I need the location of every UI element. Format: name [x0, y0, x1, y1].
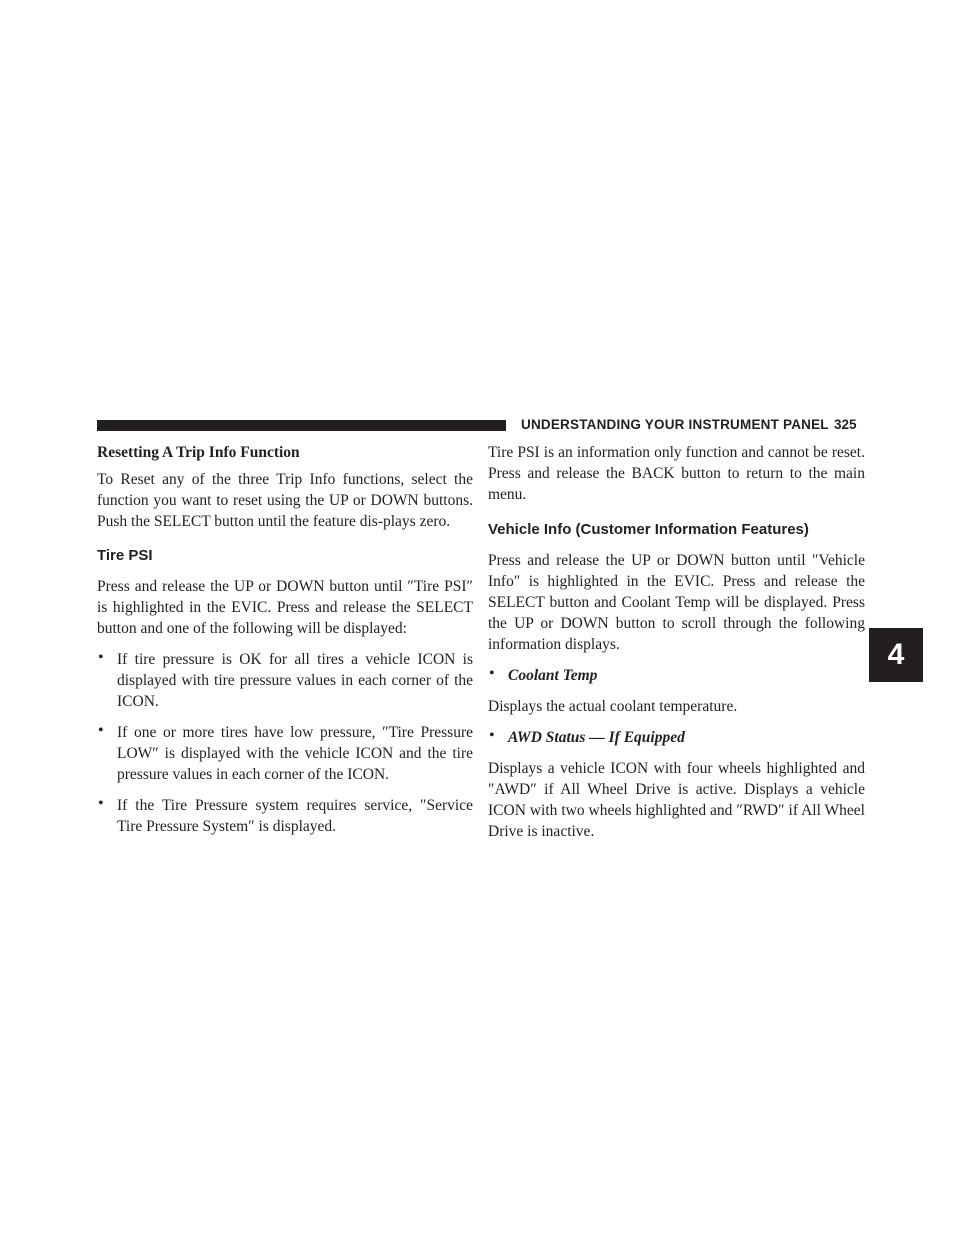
paragraph-vehicle-info: Press and release the UP or DOWN button until ″Vehicle Info″ is highlighted in the EVIC. Press and release the SELECT button and Coolant Temp will be displayed. Press the UP or DOWN button to scroll through the following information displays.	[488, 552, 865, 653]
bullet-icon: •	[98, 649, 104, 666]
right-column	[488, 442, 865, 842]
heading-vehicle-info: Vehicle Info (Customer Information Features)	[488, 521, 809, 538]
left-column	[97, 442, 473, 837]
bullet-icon: •	[489, 727, 495, 744]
bullet-icon: •	[98, 795, 104, 812]
bullet-text: If one or more tires have low pressure, ″Tire Pressure LOW″ is displayed with the vehicle ICON and the tire pressure values in each corner of the ICON.	[117, 724, 473, 783]
paragraph-tire-psi: Press and release the UP or DOWN button until ″Tire PSI″ is highlighted in the EVIC. Press and release the SELECT button and one of the following will be displayed:	[97, 578, 473, 637]
paragraph-awd: Displays a vehicle ICON with four wheels highlighted and ″AWD″ if All Wheel Drive is active. Displays a vehicle ICON with two wheels highlighted and ″RWD″ if All Wheel Drive is inactive.	[488, 760, 865, 840]
header-rule	[97, 420, 506, 431]
bullet-text: If the Tire Pressure system requires service, ″Service Tire Pressure System″ is displayed.	[117, 797, 473, 835]
running-header-title: UNDERSTANDING YOUR INSTRUMENT PANEL	[521, 417, 829, 432]
bullet-item-awd-status	[488, 727, 865, 748]
bullet-text: If tire pressure is OK for all tires a vehicle ICON is displayed with tire pressure values in each corner of the ICON.	[117, 651, 473, 710]
bullet-item-tire-ok	[97, 649, 473, 712]
bullet-item-tire-service	[97, 795, 473, 837]
heading-resetting-trip-info: Resetting A Trip Info Function	[97, 444, 300, 461]
paragraph-coolant: Displays the actual coolant temperature.	[488, 698, 738, 715]
chapter-tab: 4	[869, 628, 923, 682]
page-number: 325	[834, 417, 857, 432]
paragraph-info-only: Tire PSI is an information only function and cannot be reset. Press and release the BACK button to return to the main menu.	[488, 444, 865, 503]
bullet-text: AWD Status — If Equipped	[508, 729, 685, 746]
bullet-item-coolant-temp	[488, 665, 865, 686]
paragraph-reset: To Reset any of the three Trip Info functions, select the function you want to reset using the UP or DOWN buttons. Push the SELECT button until the feature dis-plays zero.	[97, 471, 473, 530]
bullet-icon: •	[98, 722, 104, 739]
bullet-icon: •	[489, 665, 495, 682]
bullet-item-tire-low	[97, 722, 473, 785]
bullet-text: Coolant Temp	[508, 667, 598, 684]
heading-tire-psi: Tire PSI	[97, 547, 153, 564]
